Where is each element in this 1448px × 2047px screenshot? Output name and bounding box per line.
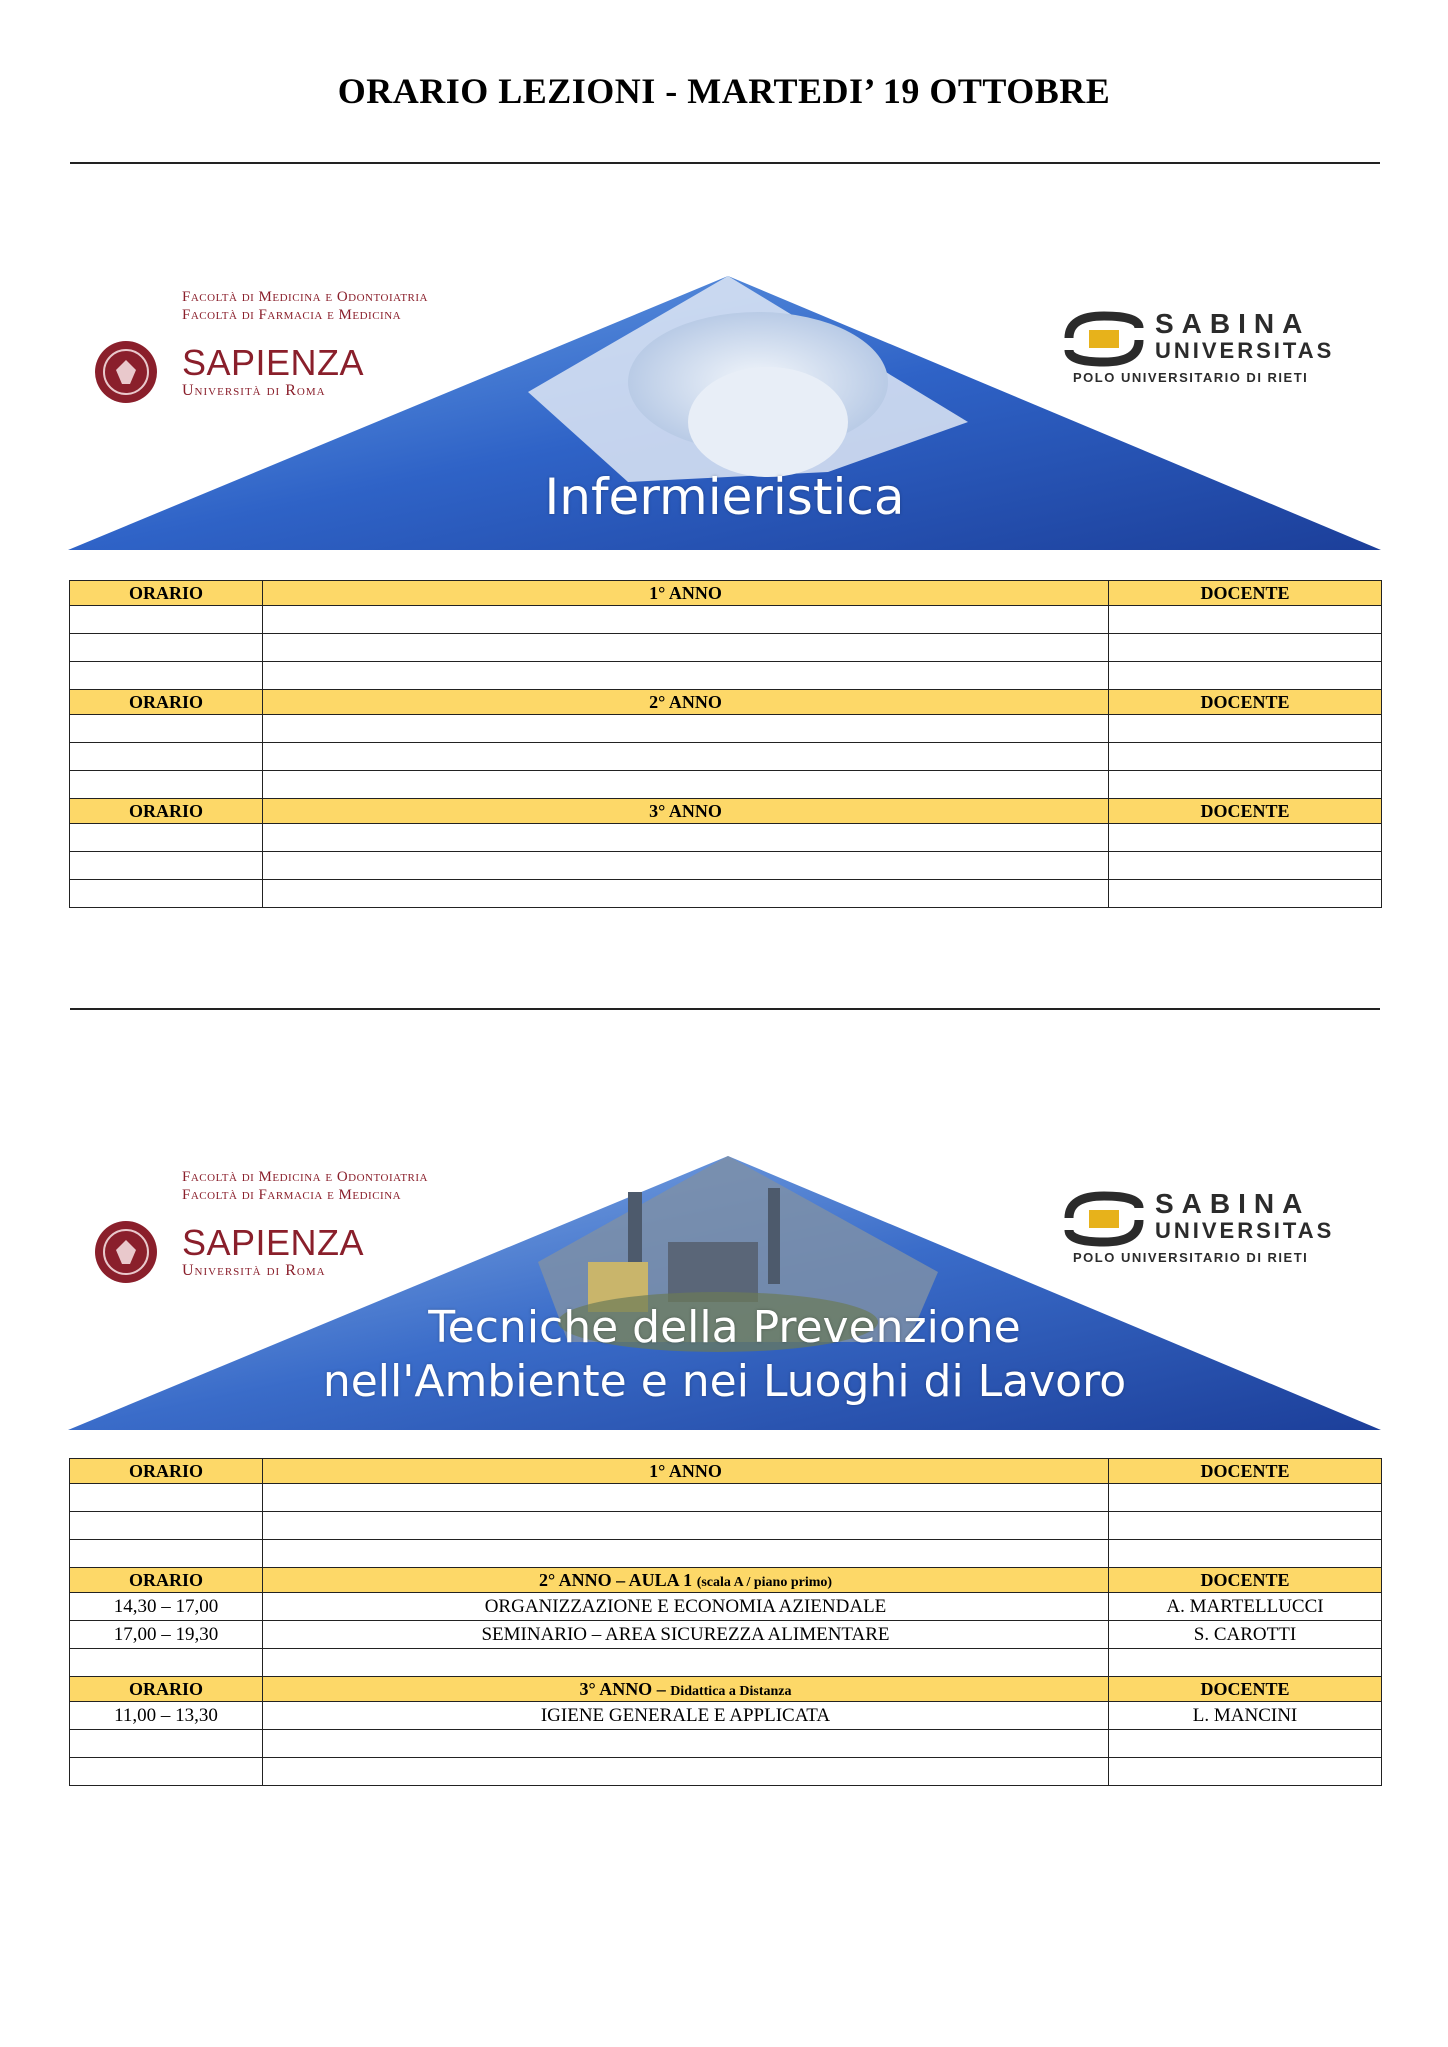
table-cell xyxy=(263,852,1109,880)
year-header: 2° ANNO – AULA 1 (scala A / piano primo) xyxy=(263,1568,1109,1593)
table-row xyxy=(70,1484,1382,1512)
table-row xyxy=(70,634,1382,662)
page-title: ORARIO LEZIONI - MARTEDI’ 19 OTTOBRE xyxy=(337,71,1111,111)
year-header: 2° ANNO xyxy=(263,690,1109,715)
year-header: 3° ANNO – Didattica a Distanza xyxy=(263,1677,1109,1702)
orario-cell: 14,30 – 17,00 xyxy=(70,1593,263,1621)
university-name: SAPIENZA xyxy=(182,342,365,383)
orario-cell: 17,00 – 19,30 xyxy=(70,1621,263,1649)
university-name: SAPIENZA xyxy=(182,1222,365,1263)
docente-header: DOCENTE xyxy=(1109,1677,1382,1702)
table-row xyxy=(70,1758,1382,1786)
table-cell xyxy=(1109,852,1382,880)
sabina-book-icon xyxy=(1059,1188,1149,1248)
table-cell xyxy=(263,1758,1109,1786)
university-subtitle: Università di Roma xyxy=(182,1262,326,1279)
table-row xyxy=(70,1540,1382,1568)
table-row xyxy=(70,1702,1382,1730)
schedule-table-tecniche-prevenzione xyxy=(69,1458,1382,1786)
table-cell xyxy=(1109,715,1382,743)
table-cell xyxy=(1109,1484,1382,1512)
table-cell xyxy=(263,606,1109,634)
table-header-row xyxy=(70,581,1382,606)
table-row xyxy=(70,1593,1382,1621)
sapienza-seal-icon xyxy=(94,340,158,404)
table-row xyxy=(70,1730,1382,1758)
partner-name: SABINA xyxy=(1155,1188,1311,1219)
middle-divider xyxy=(70,1008,1380,1010)
table-cell xyxy=(263,1730,1109,1758)
table-cell xyxy=(263,743,1109,771)
table-row xyxy=(70,715,1382,743)
orario-header: ORARIO xyxy=(70,1459,263,1484)
table-header-row xyxy=(70,1459,1382,1484)
table-header-row xyxy=(70,1677,1382,1702)
table-cell xyxy=(70,662,263,690)
table-cell xyxy=(263,1512,1109,1540)
table-row xyxy=(70,743,1382,771)
table-cell xyxy=(1109,606,1382,634)
schedule-table-infermieristica xyxy=(69,580,1382,908)
table-cell xyxy=(263,1649,1109,1677)
table-row xyxy=(70,1621,1382,1649)
table-cell xyxy=(70,743,263,771)
table-cell xyxy=(1109,824,1382,852)
table-cell xyxy=(70,880,263,908)
university-subtitle: Università di Roma xyxy=(182,382,326,399)
banner-infermieristica xyxy=(68,272,1381,552)
table-cell xyxy=(70,1758,263,1786)
table-cell xyxy=(263,880,1109,908)
partner-polo: POLO UNIVERSITARIO DI RIETI xyxy=(1073,370,1309,385)
table-cell xyxy=(70,771,263,799)
orario-header: ORARIO xyxy=(70,581,263,606)
table-cell xyxy=(70,1512,263,1540)
faculty-line-1: Facoltà di Medicina e Odontoiatria xyxy=(182,289,428,305)
year-header: 1° ANNO xyxy=(263,581,1109,606)
table-cell xyxy=(1109,880,1382,908)
sabina-universitas-logo xyxy=(1059,308,1359,388)
table-cell xyxy=(70,1540,263,1568)
table-cell xyxy=(70,1730,263,1758)
table-cell xyxy=(70,606,263,634)
table-cell xyxy=(263,1540,1109,1568)
faculty-line-2: Facoltà di Farmacia e Medicina xyxy=(182,307,402,323)
table-cell xyxy=(263,771,1109,799)
orario-header: ORARIO xyxy=(70,1677,263,1702)
docente-header: DOCENTE xyxy=(1109,1568,1382,1593)
partner-subtitle: UNIVERSITAS xyxy=(1155,338,1335,363)
partner-name: SABINA xyxy=(1155,308,1311,339)
lesson-cell: IGIENE GENERALE E APPLICATA xyxy=(263,1702,1109,1730)
sabina-book-icon xyxy=(1059,308,1149,368)
docente-header: DOCENTE xyxy=(1109,799,1382,824)
table-row xyxy=(70,1512,1382,1540)
table-cell xyxy=(1109,634,1382,662)
lesson-cell: ORGANIZZAZIONE E ECONOMIA AZIENDALE xyxy=(263,1593,1109,1621)
table-row xyxy=(70,771,1382,799)
table-cell xyxy=(1109,1758,1382,1786)
partner-polo: POLO UNIVERSITARIO DI RIETI xyxy=(1073,1250,1309,1265)
docente-cell: A. MARTELLUCCI xyxy=(1109,1593,1382,1621)
docente-header: DOCENTE xyxy=(1109,1459,1382,1484)
table-row xyxy=(70,824,1382,852)
orario-cell: 11,00 – 13,30 xyxy=(70,1702,263,1730)
table-cell xyxy=(1109,662,1382,690)
table-row xyxy=(70,662,1382,690)
table-row xyxy=(70,880,1382,908)
faculty-line-2: Facoltà di Farmacia e Medicina xyxy=(182,1187,402,1203)
table-cell xyxy=(70,715,263,743)
course-title-line-1: Tecniche della Prevenzione xyxy=(428,1302,1021,1353)
table-cell xyxy=(70,634,263,662)
table-cell xyxy=(70,852,263,880)
course-title-line-2: nell'Ambiente e nei Luoghi di Lavoro xyxy=(322,1356,1127,1407)
table-cell xyxy=(1109,1512,1382,1540)
year-header: 1° ANNO xyxy=(263,1459,1109,1484)
sabina-universitas-logo xyxy=(1059,1188,1359,1268)
sapienza-seal-icon xyxy=(94,1220,158,1284)
table-header-row xyxy=(70,690,1382,715)
docente-header: DOCENTE xyxy=(1109,581,1382,606)
table-cell xyxy=(263,824,1109,852)
table-cell xyxy=(70,824,263,852)
table-row xyxy=(70,852,1382,880)
table-cell xyxy=(1109,1540,1382,1568)
table-cell xyxy=(70,1649,263,1677)
table-cell xyxy=(1109,771,1382,799)
orario-header: ORARIO xyxy=(70,1568,263,1593)
table-header-row xyxy=(70,1568,1382,1593)
top-divider xyxy=(70,162,1380,164)
docente-header: DOCENTE xyxy=(1109,690,1382,715)
table-header-row xyxy=(70,799,1382,824)
table-row xyxy=(70,606,1382,634)
year-header: 3° ANNO xyxy=(263,799,1109,824)
table-cell xyxy=(1109,743,1382,771)
table-cell xyxy=(263,662,1109,690)
lesson-cell: SEMINARIO – AREA SICUREZZA ALIMENTARE xyxy=(263,1621,1109,1649)
year-note: (scala A / piano primo) xyxy=(696,1574,833,1590)
partner-subtitle: UNIVERSITAS xyxy=(1155,1218,1335,1243)
year-note: Didattica a Distanza xyxy=(670,1683,792,1699)
orario-header: ORARIO xyxy=(70,799,263,824)
banner-tecniche-prevenzione xyxy=(68,1152,1381,1432)
table-cell xyxy=(263,715,1109,743)
docente-cell: L. MANCINI xyxy=(1109,1702,1382,1730)
table-cell xyxy=(263,634,1109,662)
orario-header: ORARIO xyxy=(70,690,263,715)
faculty-line-1: Facoltà di Medicina e Odontoiatria xyxy=(182,1169,428,1185)
table-cell xyxy=(1109,1649,1382,1677)
table-cell xyxy=(70,1484,263,1512)
table-cell xyxy=(263,1484,1109,1512)
table-cell xyxy=(1109,1730,1382,1758)
docente-cell: S. CAROTTI xyxy=(1109,1621,1382,1649)
table-row xyxy=(70,1649,1382,1677)
course-title: Infermieristica xyxy=(544,468,905,526)
